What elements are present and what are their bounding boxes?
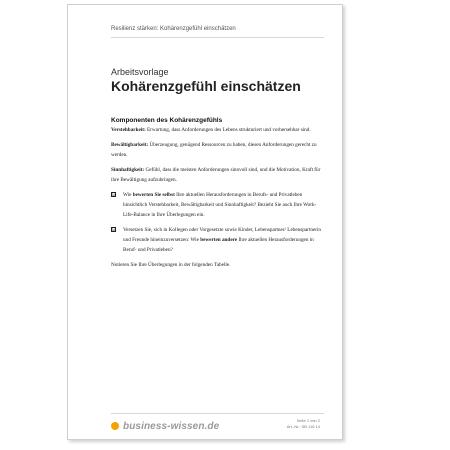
closing-instruction: Notieren Sie Ihre Überlegungen in der folgenden Tabelle. bbox=[111, 262, 231, 268]
definition-text: Gefühl, dass die meisten Anforderungen sinnvoll sind, und die Motivation, Kraft für ihre Bewältigung aufzubringen. bbox=[111, 167, 321, 183]
section-heading: Komponenten des Kohärenzgefühls bbox=[111, 117, 223, 124]
checkbox-checked-icon: ☑ bbox=[112, 227, 117, 233]
document-body bbox=[111, 116, 325, 275]
definition-term: Bewältigbarkeit: bbox=[111, 142, 149, 148]
checklist-text-pre: Versetzen Sie, sich in Kollegen oder Vorgesetzte sowie Kinder, Lebenspartner/ Lebenspartnerin und Freunde hineinzuversetzen: Wie bbox=[123, 227, 322, 243]
definition-bewaeltigbarkeit bbox=[111, 140, 325, 160]
header-divider bbox=[111, 37, 324, 38]
checklist-text-bold: bewerten andere bbox=[200, 237, 238, 243]
checklist-text-bold: bewerten Sie selbst bbox=[132, 192, 175, 198]
logo-dot-icon bbox=[111, 422, 119, 430]
checkbox-checked-icon: ☑ bbox=[112, 192, 117, 198]
document-page bbox=[67, 4, 343, 440]
definition-text: Überzeugung, genügend Ressourcen zu haben, diesen Anforderungen gerecht zu werden. bbox=[111, 142, 317, 158]
running-header: Resilienz stärken: Kohärenzgefühl einschätzen bbox=[111, 26, 236, 32]
checklist-text-post: Ihre aktuellen Herausforderungen in Beruf- und Privatleben? bbox=[123, 237, 314, 253]
checklist-item-others-assessment bbox=[111, 225, 325, 255]
page-number: Seite 1 von 2 bbox=[296, 418, 320, 423]
footer-page-info bbox=[287, 418, 320, 430]
definition-term: Verstehbarkeit: bbox=[111, 127, 146, 133]
checklist-text-post: Ihre aktuellen Herausforderungen in Berufs- und Privatleben hinsichtlich Verstehbarkeit, Bewältigbarkeit und Sinnhaftigkeit? Bezieht Sie auch Ihre Work-Life-Balance in Ihre Überlegungen ein. bbox=[123, 192, 317, 218]
definition-term: Sinnhaftigkeit: bbox=[111, 167, 145, 173]
definition-sinnhaftigkeit bbox=[111, 165, 325, 185]
footer-divider bbox=[111, 413, 324, 414]
document-title: Kohärenzgefühl einschätzen bbox=[111, 78, 301, 94]
definition-text: Erwartung, dass Anforderungen des Lebens strukturiert und vorhersehbar sind. bbox=[145, 127, 311, 133]
article-number: Art.-Nr.: SB 116 14 bbox=[286, 424, 320, 429]
checklist-text-pre: Wie bbox=[123, 192, 133, 198]
logo-text: business-wissen.de bbox=[123, 420, 220, 432]
definition-verstehbarkeit bbox=[111, 125, 325, 135]
business-wissen-logo bbox=[111, 419, 219, 433]
checklist-item-self-assessment bbox=[111, 190, 325, 220]
document-subtitle: Arbeitsvorlage bbox=[111, 67, 169, 77]
